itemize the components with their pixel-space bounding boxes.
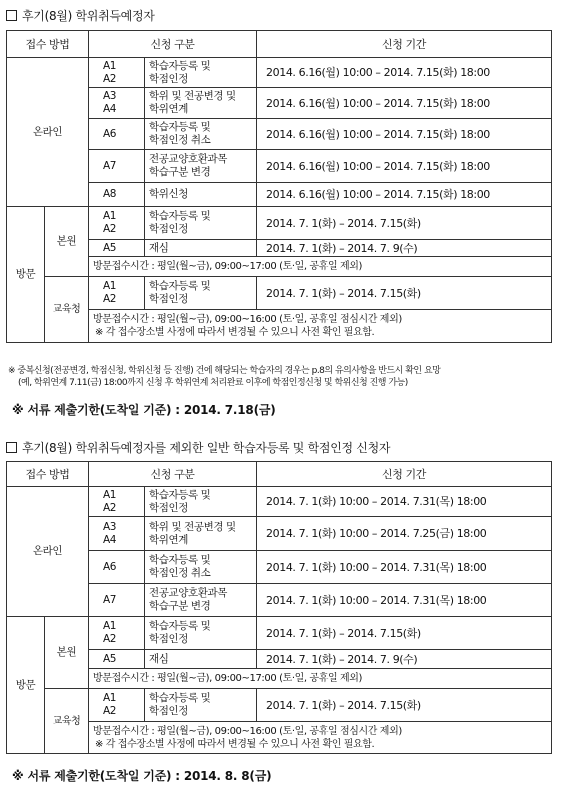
category: 재심	[145, 650, 257, 669]
codes: A7	[89, 150, 145, 183]
header-category: 신청 구분	[89, 462, 257, 487]
table-row	[7, 240, 552, 257]
table-row	[7, 277, 552, 310]
period: 2014. 7. 1(화) 10:00 – 2014. 7.25(금) 18:00	[257, 517, 552, 551]
table-row	[7, 669, 552, 689]
period: 2014. 7. 1(화) 10:00 – 2014. 7.31(목) 18:00	[257, 551, 552, 584]
period: 2014. 7. 1(화) – 2014. 7.15(화)	[257, 277, 552, 310]
period: 2014. 7. 1(화) 10:00 – 2014. 7.31(목) 18:00	[257, 584, 552, 617]
category: 전공교양호환과목 학습구분 변경	[145, 584, 257, 617]
note-line: ※ 중복신청(전공변경, 학점신청, 학위신청 등 진행) 건에 해당되는 학습자의 경우는 p.8의 유의사항을 반드시 확인 요망	[8, 366, 441, 376]
table-row	[7, 551, 552, 584]
category: 학습자등록 및 학점인정	[145, 487, 257, 517]
category: 학습자등록 및 학점인정	[145, 58, 257, 88]
table-row	[7, 487, 552, 517]
header-period: 신청 기간	[257, 31, 552, 58]
table-header-row	[7, 31, 552, 58]
table-row	[7, 689, 552, 722]
category: 학습자등록 및 학점인정	[145, 689, 257, 722]
codes: A1 A2	[89, 277, 145, 310]
checkbox-square-icon	[6, 442, 17, 453]
section1-deadline: ※ 서류 제출기한(도착일 기준) : 2014. 7.18(금)	[12, 403, 276, 417]
table-row	[7, 88, 552, 119]
category: 학습자등록 및 학점인정 취소	[145, 551, 257, 584]
period: 2014. 6.16(월) 10:00 – 2014. 7.15(화) 18:00	[257, 150, 552, 183]
period: 2014. 6.16(월) 10:00 – 2014. 7.15(화) 18:00	[257, 88, 552, 119]
visit-hours-cell	[89, 722, 552, 754]
header-period: 신청 기간	[257, 462, 552, 487]
table-row	[7, 207, 552, 240]
codes: A1 A2	[89, 689, 145, 722]
period: 2014. 6.16(월) 10:00 – 2014. 7.15(화) 18:00	[257, 58, 552, 88]
codes: A3 A4	[89, 88, 145, 119]
category: 학습자등록 및 학점인정	[145, 207, 257, 240]
header-category: 신청 구분	[89, 31, 257, 58]
category: 학습자등록 및 학점인정 취소	[145, 119, 257, 150]
category: 재심	[145, 240, 257, 257]
section2-title	[6, 439, 390, 456]
codes: A1 A2	[89, 58, 145, 88]
table-row	[7, 257, 552, 277]
table-row	[7, 58, 552, 88]
category: 학위 및 전공변경 및 학위연계	[145, 517, 257, 551]
main-office-label: 본원	[45, 207, 89, 277]
codes: A7	[89, 584, 145, 617]
codes: A1 A2	[89, 207, 145, 240]
codes: A1 A2	[89, 617, 145, 650]
category: 학위 및 전공변경 및 학위연계	[145, 88, 257, 119]
visit-hours: 방문접수시간 : 평일(월~금), 09:00~17:00 (토·일, 공휴일 제외)	[89, 669, 552, 689]
education-office-label: 교육청	[45, 689, 89, 754]
table-row	[7, 517, 552, 551]
category: 학위신청	[145, 183, 257, 207]
visit-hours: 방문접수시간 : 평일(월~금), 09:00~17:00 (토·일, 공휴일 제외)	[89, 257, 552, 277]
main-office-label: 본원	[45, 617, 89, 689]
visit-label: 방문	[7, 617, 45, 754]
header-method: 접수 방법	[7, 462, 89, 487]
codes: A5	[89, 240, 145, 257]
table-row	[7, 617, 552, 650]
codes: A6	[89, 551, 145, 584]
table-header-row	[7, 462, 552, 487]
codes: A3 A4	[89, 517, 145, 551]
codes: A5	[89, 650, 145, 669]
category: 학습자등록 및 학점인정	[145, 277, 257, 310]
visit-label: 방문	[7, 207, 45, 343]
section1-title	[6, 7, 155, 24]
table-row	[7, 584, 552, 617]
period: 2014. 6.16(월) 10:00 – 2014. 7.15(화) 18:00	[257, 183, 552, 207]
visit-note: ※ 각 접수장소별 사정에 따라서 변경될 수 있으니 사전 확인 필요함.	[95, 327, 375, 338]
visit-hours: 방문접수시간 : 평일(월~금), 09:00~16:00 (토·일, 공휴일 점심시간 제외)	[93, 314, 402, 325]
section1-table	[6, 30, 552, 343]
codes: A6	[89, 119, 145, 150]
note-line: (예, 학위연계 7.11(금) 18:00까지 신청 후 학위연계 처리완료 이후에 학점인정신청 및 학위신청 진행 가능)	[18, 378, 408, 388]
category: 전공교양호환과목 학습구분 변경	[145, 150, 257, 183]
category: 학습자등록 및 학점인정	[145, 617, 257, 650]
table-row	[7, 150, 552, 183]
visit-hours: 방문접수시간 : 평일(월~금), 09:00~16:00 (토·일, 공휴일 점심시간 제외)	[93, 725, 402, 737]
section1-title-text: 후기(8월) 학위취득예정자	[22, 9, 155, 23]
codes: A8	[89, 183, 145, 207]
table-row	[7, 310, 552, 343]
table-row	[7, 650, 552, 669]
section2-table	[6, 461, 552, 754]
education-office-label: 교육청	[45, 277, 89, 343]
period: 2014. 7. 1(화) – 2014. 7.15(화)	[257, 689, 552, 722]
online-label: 온라인	[7, 58, 89, 207]
section2-title-text: 후기(8월) 학위취득예정자를 제외한 일반 학습자등록 및 학점인정 신청자	[22, 441, 391, 455]
checkbox-square-icon	[6, 10, 17, 21]
period: 2014. 6.16(월) 10:00 – 2014. 7.15(화) 18:00	[257, 119, 552, 150]
period: 2014. 7. 1(화) – 2014. 7. 9(수)	[257, 240, 552, 257]
duplicate-note	[8, 365, 560, 389]
section2-deadline: ※ 서류 제출기한(도착일 기준) : 2014. 8. 8(금)	[12, 769, 272, 783]
period: 2014. 7. 1(화) – 2014. 7. 9(수)	[257, 650, 552, 669]
table-row	[7, 119, 552, 150]
visit-hours-cell	[89, 310, 552, 343]
table-row	[7, 183, 552, 207]
table-row	[7, 722, 552, 754]
header-method: 접수 방법	[7, 31, 89, 58]
period: 2014. 7. 1(화) – 2014. 7.15(화)	[257, 617, 552, 650]
codes: A1 A2	[89, 487, 145, 517]
visit-note: ※ 각 접수장소별 사정에 따라서 변경될 수 있으니 사전 확인 필요함.	[95, 738, 375, 750]
period: 2014. 7. 1(화) – 2014. 7.15(화)	[257, 207, 552, 240]
online-label: 온라인	[7, 487, 89, 617]
period: 2014. 7. 1(화) 10:00 – 2014. 7.31(목) 18:00	[257, 487, 552, 517]
